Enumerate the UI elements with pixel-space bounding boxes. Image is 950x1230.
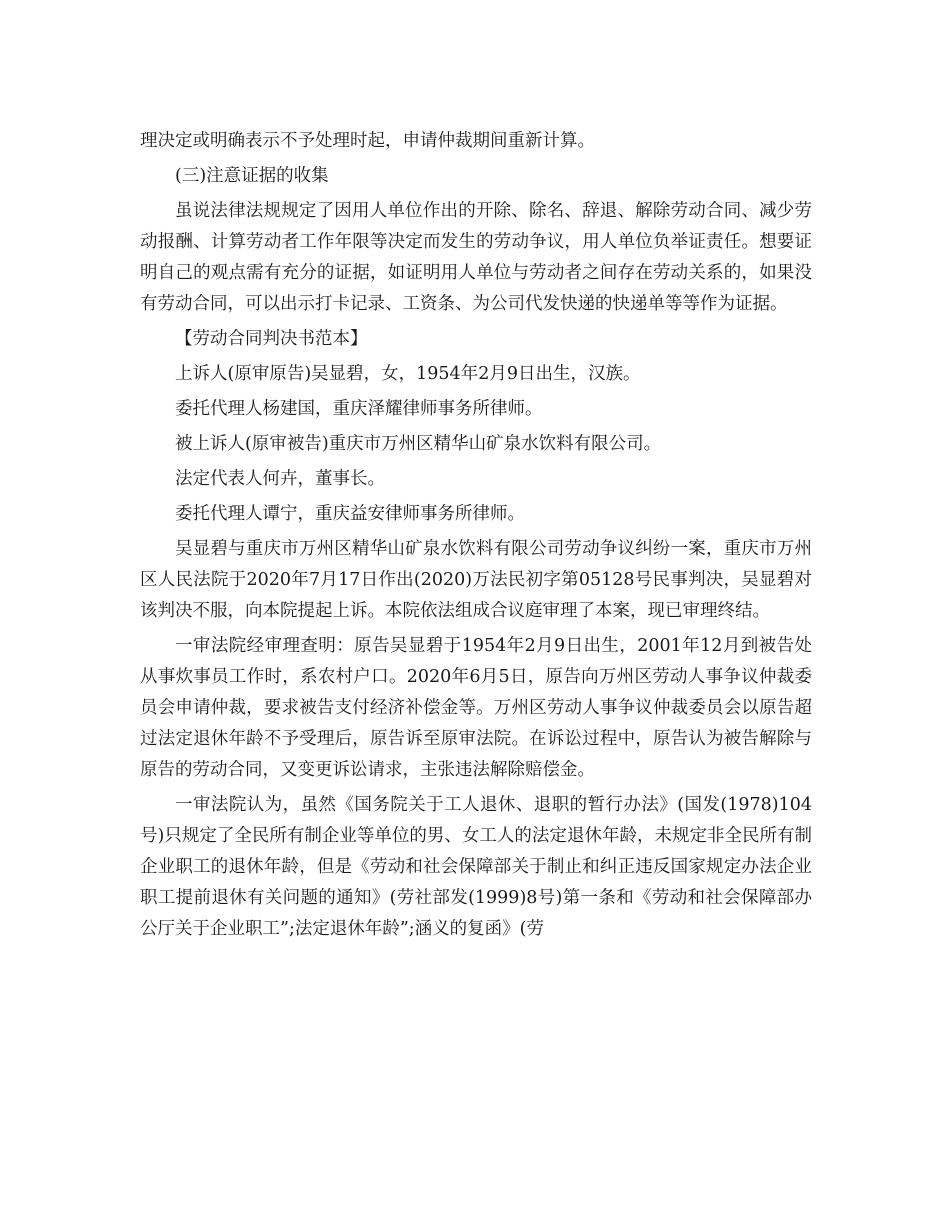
party-appellee: 被上诉人(原审被告)重庆市万州区精华山矿泉水饮料有限公司。 xyxy=(175,434,662,454)
party-legal-representative: 法定代表人何卉，董事长。 xyxy=(175,469,385,489)
document-body xyxy=(140,126,812,949)
party-appellant: 上诉人(原审原告)吴显碧，女，1954年2月9日出生，汉族。 xyxy=(175,364,641,384)
party-appellee-agent: 委托代理人谭宁，重庆益安律师事务所律师。 xyxy=(175,504,525,524)
paragraph-continuation: 理决定或明确表示不予处理时起，申请仲裁期间重新计算。 xyxy=(140,131,595,151)
paragraph-evidence-burden: 虽说法律法规规定了因用人单位作出的开除、除名、辞退、解除劳动合同、减少劳动报酬、计算劳动者工作年限等决定而发生的劳动争议，用人单位负举证责任。想要证明自己的观点需有充分的证据，如证明用人单位与劳动者之间存在劳动关系的，如果没有劳动合同，可以出示打卡记录、工资条、为公司代发快递的快递单等等作为证据。 xyxy=(140,201,812,314)
section-heading-judgment-sample: 【劳动合同判决书范本】 xyxy=(175,329,368,349)
paragraph-first-instance-facts: 一审法院经审理查明：原告吴显碧于1954年2月9日出生，2001年12月到被告处从事炊事员工作时，系农村户口。2020年6月5日，原告向万州区劳动人事争议仲裁委员会申请仲裁，要求被告支付经济补偿金等。万州区劳动人事争议仲裁委员会以原告超过法定退休年龄不予受理后，原告诉至原审法院。在诉讼过程中，原告认为被告解除与原告的劳动合同，又变更诉讼请求，主张违法解除赔偿金。 xyxy=(140,636,812,780)
paragraph-case-summary: 吴显碧与重庆市万州区精华山矿泉水饮料有限公司劳动争议纠纷一案，重庆市万州区人民法院于2020年7月17日作出(2020)万法民初字第05128号民事判决，吴显碧对该判决不服，向本院提起上诉。本院依法组成合议庭审理了本案，现已审理终结。 xyxy=(140,539,812,621)
paragraph-first-instance-opinion: 一审法院认为，虽然《国务院关于工人退休、退职的暂行办法》(国发(1978)104号)只规定了全民所有制企业等单位的男、女工人的法定退休年龄，未规定非全民所有制企业职工的退休年龄，但是《劳动和社会保障部关于制止和纠正违反国家规定办法企业职工提前退休有关问题的通知》(劳社部发(1999)8号)第一条和《劳动和社会保障部办公厅关于企业职工”;法定退休年龄”;涵义的复函》(劳 xyxy=(140,795,812,939)
section-heading-evidence: (三)注意证据的收集 xyxy=(175,166,329,186)
party-appellant-agent: 委托代理人杨建国，重庆泽耀律师事务所律师。 xyxy=(175,399,543,419)
